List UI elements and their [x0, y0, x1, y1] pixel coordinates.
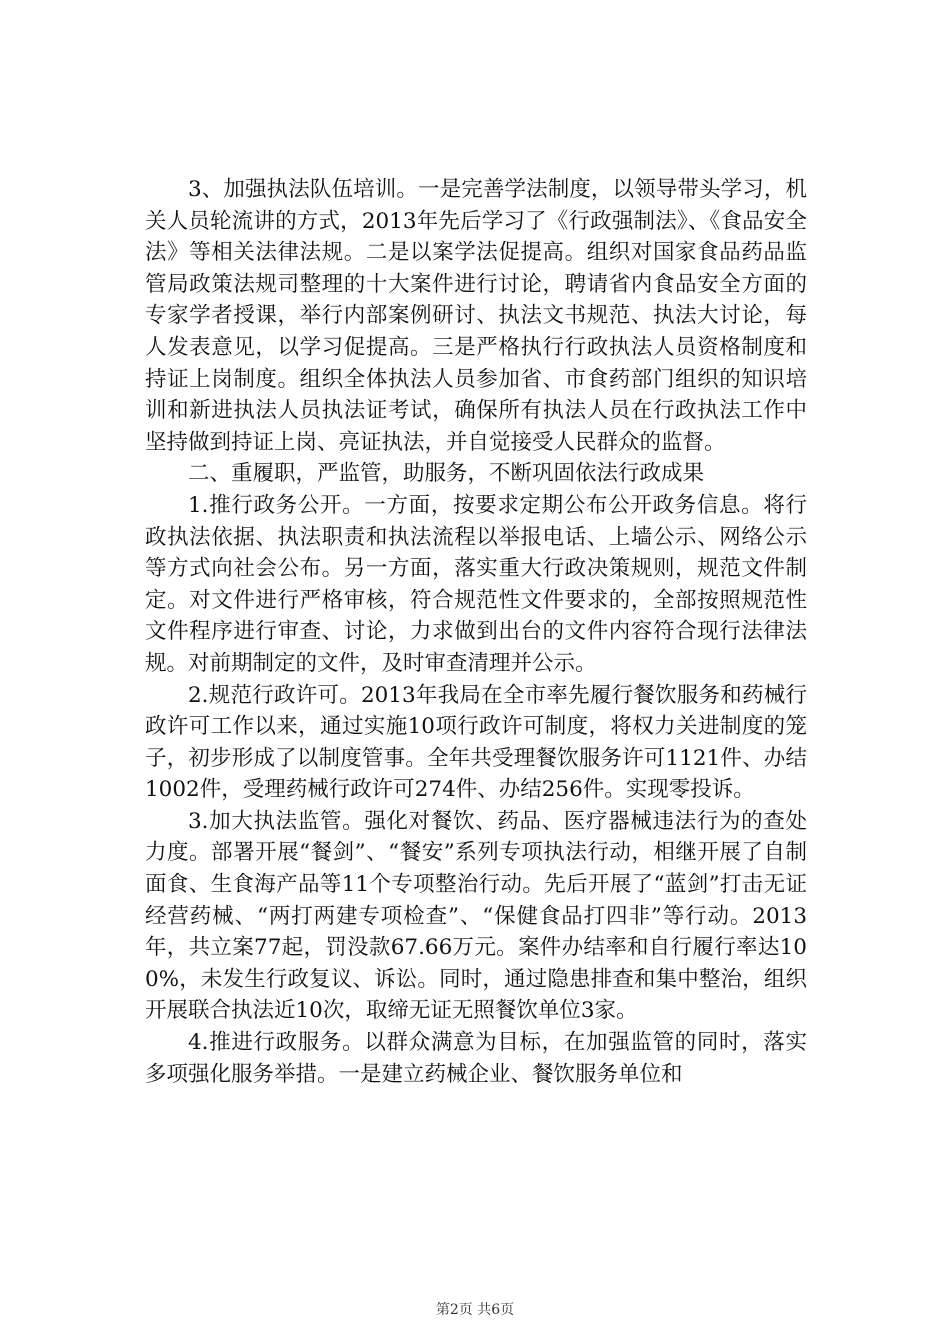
paragraph-training: 3、加强执法队伍培训。一是完善学法制度，以领导带头学习，机关人员轮流讲的方式，2013年先后学习了《行政强制法》、《食品安全法》等相关法律法规。二是以案学法促提高。组织对国家食品药品监管局政策法规司整理的十大案件进行讨论，聘请省内食品安全方面的专家学者授课，举行内部案例研讨、执法文书规范、执法大讨论，每人发表意见，以学习促提高。三是严格执行行政执法人员资格制度和持证上岗制度。组织全体执法人员参加省、市食药部门组织的知识培训和新进执法人员执法证考试，确保所有执法人员在行政执法工作中坚持做到持证上岗、亮证执法，并自觉接受人民群众的监督。 [145, 177, 807, 455]
page-number-footer: 第2页 共6页 [435, 1302, 515, 1318]
paragraph-enforcement: 3.加大执法监管。强化对餐饮、药品、医疗器械违法行为的查处力度。部署开展“餐剑”、“餐安”系列专项执法行动，相继开展了自制面食、生食海产品等11个专项整治行动。先后开展了“蓝剑”打击无证经营药械、“两打两建专项检查”、“保健食品打四非”等行动。2013年，共立案77起，罚没款67.66万元。案件办结率和自行履行率达100%，未发生行政复议、诉讼。同时，通过隐患排查和集中整治，组织开展联合执法近10次，取缔无证无照餐饮单位3家。 [145, 808, 807, 1024]
paragraph-licensing: 2.规范行政许可。2013年我局在全市率先履行餐饮服务和药械行政许可工作以来，通过实施10项行政许可制度，将权力关进制度的笼子，初步形成了以制度管事。全年共受理餐饮服务许可1121件、办结1002件，受理药械行政许可274件、办结256件。实现零投诉。 [145, 682, 807, 803]
paragraph-transparency: 1.推行政务公开。一方面，按要求定期公布公开政务信息。将行政执法依据、执法职责和执法流程以举报电话、上墙公示、网络公示等方式向社会公布。另一方面，落实重大行政决策规则，规范文件制定。对文件进行严格审核，符合规范性文件要求的，全部按照规范性文件程序进行审查、讨论，力求做到出台的文件内容符合现行法律法规。对前期制定的文件，及时审查清理并公示。 [145, 492, 807, 676]
document-body [145, 174, 807, 1090]
paragraph-service: 4.推进行政服务。以群众满意为目标，在加强监管的同时，落实多项强化服务举措。一是建立药械企业、餐饮服务单位和 [145, 1030, 807, 1087]
section-heading: 二、重履职，严监管，助服务，不断巩固依法行政成果 [188, 461, 705, 487]
